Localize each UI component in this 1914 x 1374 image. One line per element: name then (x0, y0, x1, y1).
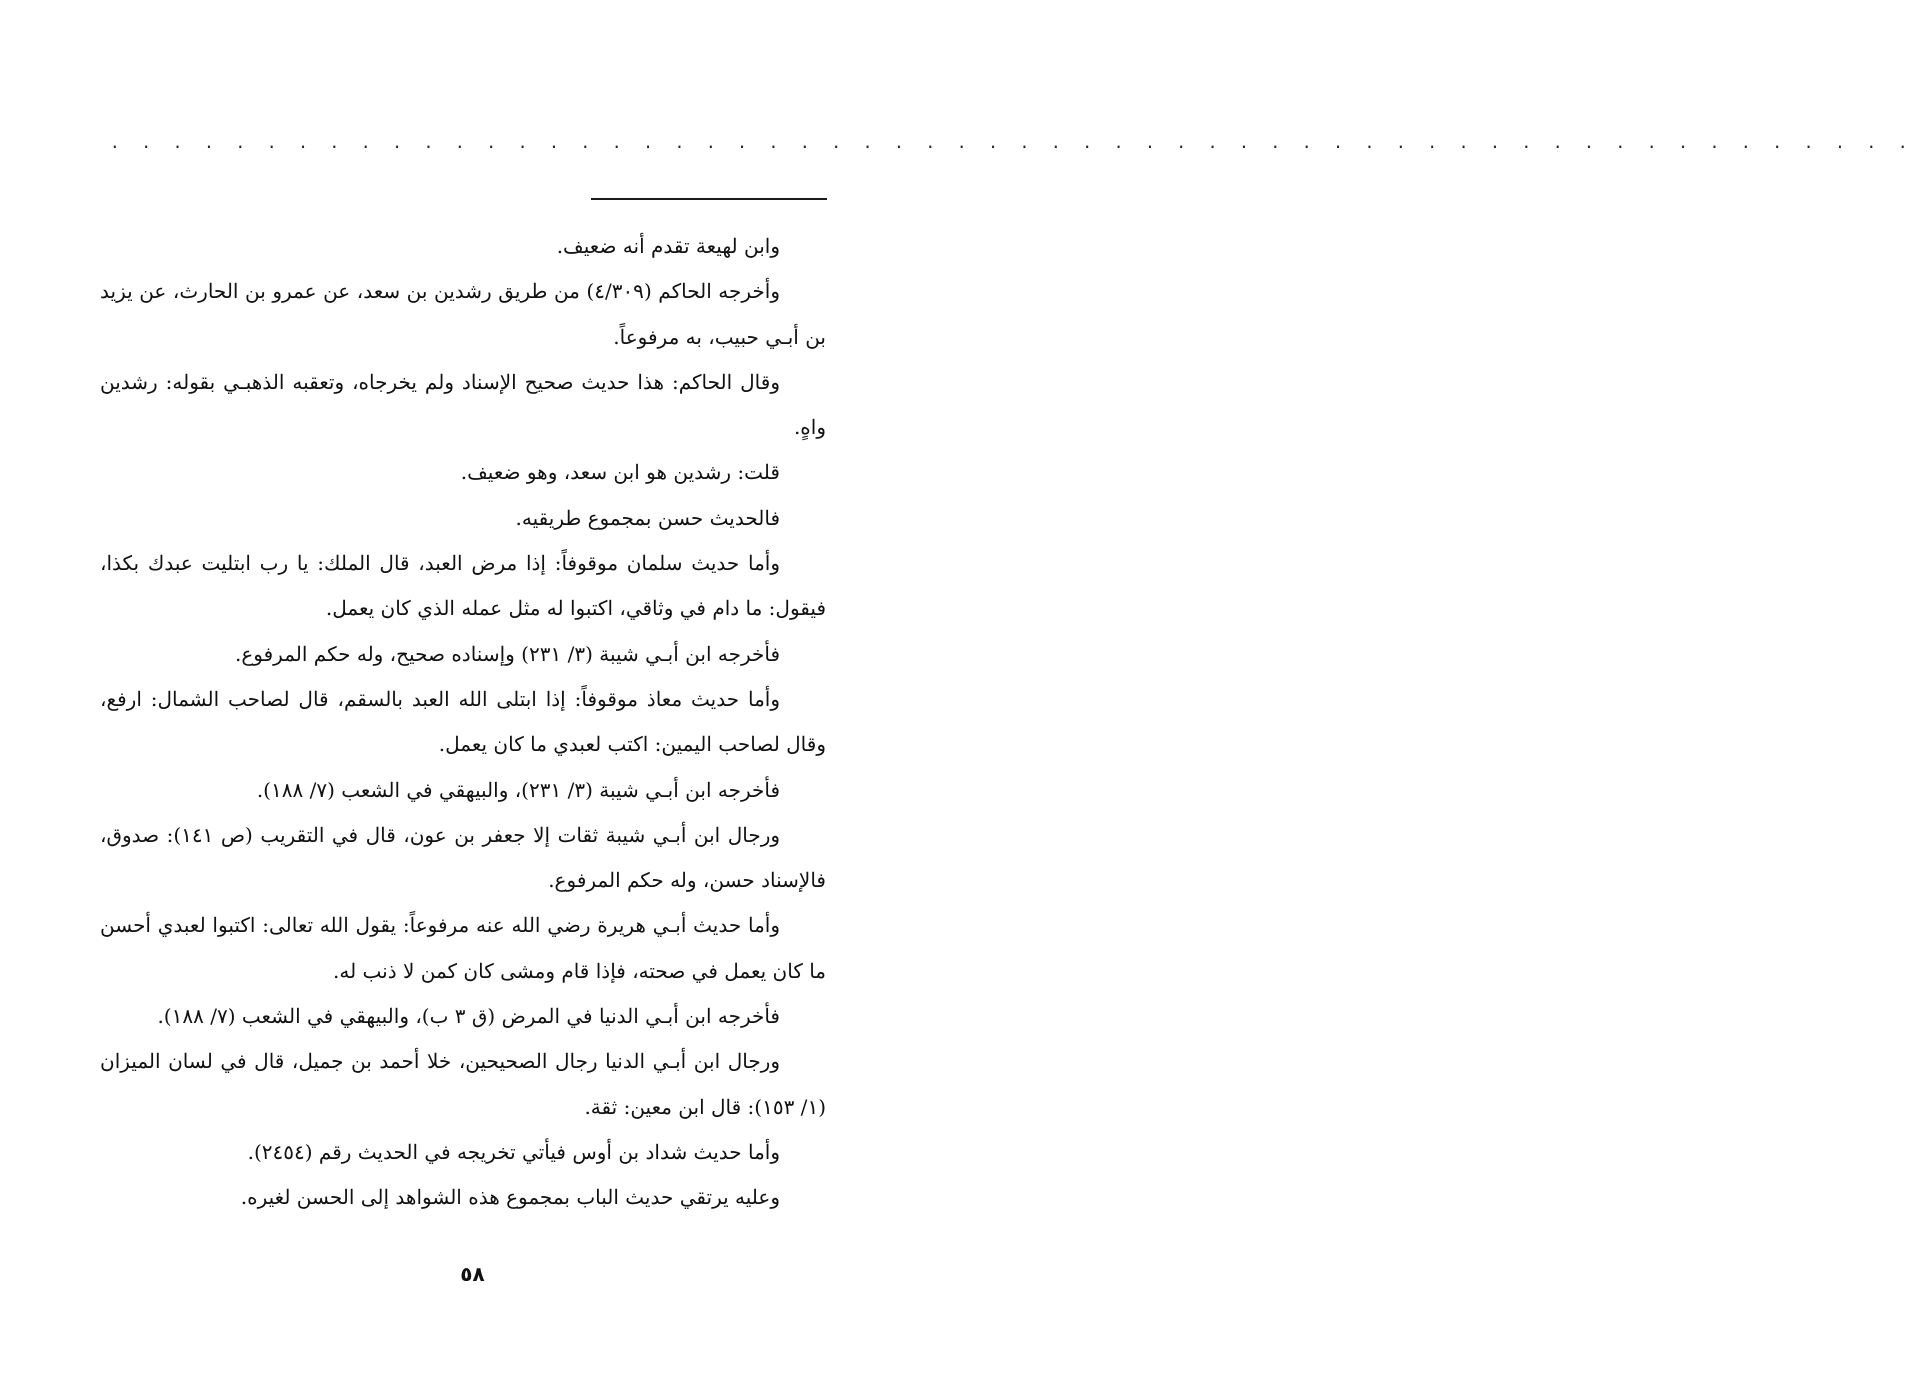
paragraph: فأخرجه ابن أبـي شيبة (٣/ ٢٣١) وإسناده صحيح، وله حكم المرفوع. (234, 641, 780, 666)
paragraph: قلت: رشدين هو ابن سعد، وهو ضعيف. (460, 460, 780, 485)
paragraph: وأما حديث معاذ موقوفاً: إذا ابتلى الله العبد بالسقم، قال لصاحب الشمال: ارفع، وقال لصاحب اليمين: اكتب لعبدي ما كان يعمل. (100, 686, 826, 757)
paragraph: ورجال ابن أبـي شيبة ثقات إلا جعفر بن عون، قال في التقريب (ص ١٤١): صدوق، فالإسناد حسن، وله حكم المرفوع. (100, 822, 826, 893)
dotted-separator: . . . . . . . . . . . . . . . . . . . . . . . . . . . . . . . . . . . . . . . . . . . . . . . . . . . . . . . . . . (110, 133, 1914, 152)
paragraph: وأما حديث أبـي هريرة رضي الله عنه مرفوعاً: يقول الله تعالى: اكتبوا لعبدي أحسن ما كان يعمل في صحته، فإذا قام ومشى كان كمن لا ذنب له. (100, 913, 826, 983)
page-body (100, 224, 826, 1221)
footnote-rule (591, 198, 827, 200)
page-number: ٥٨ (460, 1262, 485, 1286)
paragraph: فالحديث حسن بمجموع طريقيه. (515, 505, 780, 530)
paragraph: وأخرجه الحاكم (٤/٣٠٩) من طريق رشدين بن سعد، عن عمرو بن الحارث، عن يزيد بن أبـي حبيب، به مرفوعاً. (100, 279, 826, 349)
paragraph: وأما حديث شداد بن أوس فيأتي تخريجه في الحديث رقم (٢٤٥٤). (247, 1139, 780, 1164)
paragraph: وقال الحاكم: هذا حديث صحيح الإسناد ولم يخرجاه، وتعقبه الذهبـي بقوله: رشدين واهٍ. (100, 369, 826, 440)
paragraph: وأما حديث سلمان موقوفاً: إذا مرض العبد، قال الملك: يا رب ابتليت عبدك بكذا، فيقول: ما دام في وثاقي، اكتبوا له مثل عمله الذي كان يعمل. (100, 551, 826, 621)
paragraph: ورجال ابن أبـي الدنيا رجال الصحيحين، خلا أحمد بن جميل، قال في لسان الميزان (١/ ١٥٣): قال ابن معين: ثقة. (100, 1049, 826, 1119)
paragraph: وعليه يرتقي حديث الباب بمجموع هذه الشواهد إلى الحسن لغيره. (240, 1185, 780, 1210)
paragraph: وابن لهيعة تقدم أنه ضعيف. (556, 234, 780, 258)
paragraph: فأخرجه ابن أبـي الدنيا في المرض (ق ٣ ب)، والبيهقي في الشعب (٧/ ١٨٨). (157, 1004, 780, 1029)
paragraph: فأخرجه ابن أبـي شيبة (٣/ ٢٣١)، والبيهقي في الشعب (٧/ ١٨٨). (256, 777, 780, 802)
